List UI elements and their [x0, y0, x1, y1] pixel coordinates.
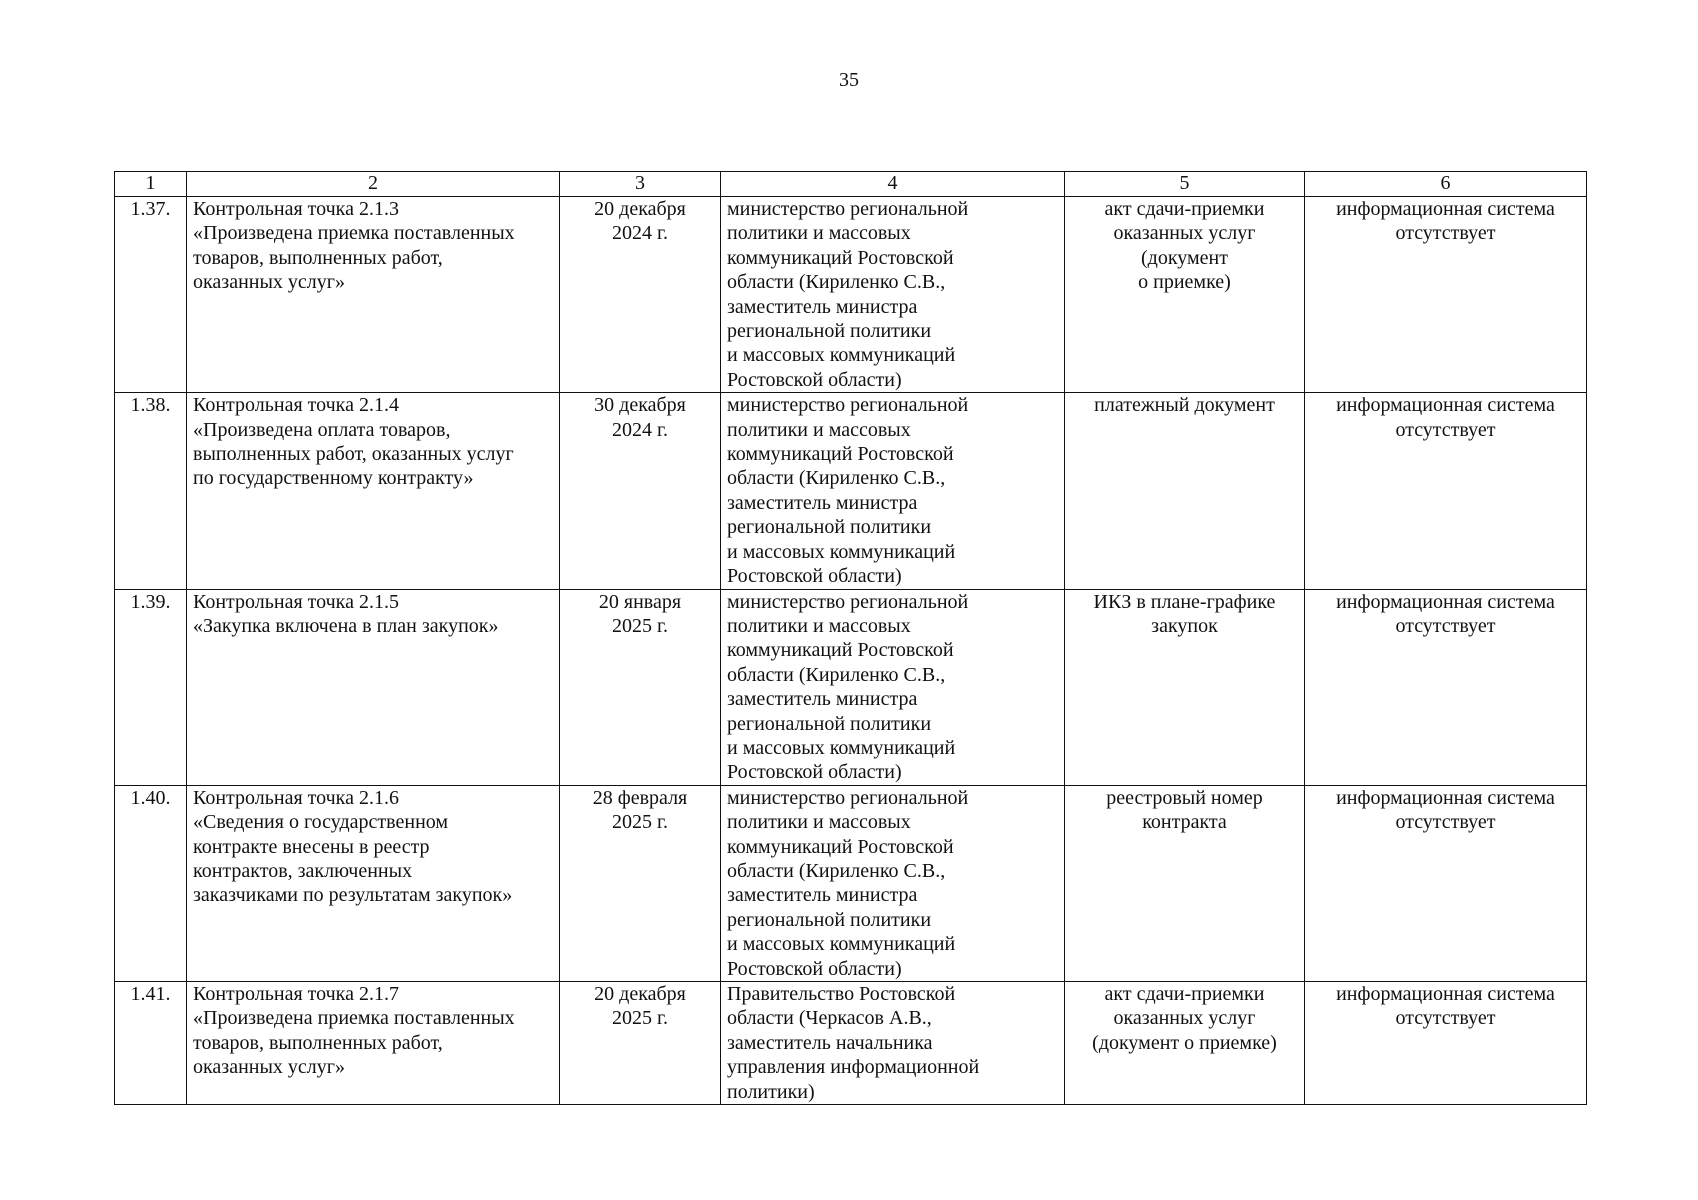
- responsible-cell: [721, 393, 1065, 589]
- responsible-text: министерство региональной политики и массовых коммуникаций Ростовской области (Кириленко С.В., заместитель министра региональной политики и массовых коммуникаций Ростовской области): [727, 198, 969, 391]
- table-row: [115, 393, 1587, 589]
- row-number-cell: 1.40.: [115, 785, 187, 981]
- deadline-cell: [560, 197, 721, 393]
- control-points-table: [114, 171, 1587, 1105]
- control-point-cell: [187, 785, 560, 981]
- control-point-text: Контрольная точка 2.1.4 «Произведена оплата товаров, выполненных работ, оказанных услуг по государственному контракту»: [193, 394, 514, 490]
- info-system-text: информационная система отсутствует: [1336, 394, 1555, 441]
- page-number: 35: [839, 69, 859, 91]
- deadline-cell: [560, 589, 721, 785]
- control-point-cell: [187, 982, 560, 1105]
- table-header-row: [115, 172, 1587, 197]
- control-point-cell: [187, 589, 560, 785]
- responsible-cell: [721, 982, 1065, 1105]
- control-point-cell: [187, 197, 560, 393]
- deadline-cell: [560, 393, 721, 589]
- row-number-cell: 1.41.: [115, 982, 187, 1105]
- table-row: [115, 982, 1587, 1105]
- info-system-text: информационная система отсутствует: [1336, 983, 1555, 1030]
- deadline-text: 20 января 2025 г.: [598, 590, 682, 637]
- table-row: [115, 785, 1587, 981]
- deadline-text: 30 декабря 2024 г.: [594, 394, 686, 441]
- column-number-1: 1: [115, 172, 187, 197]
- deadline-cell: [560, 982, 721, 1105]
- table-row: [115, 589, 1587, 785]
- control-point-text: Контрольная точка 2.1.5 «Закупка включена в план закупок»: [193, 590, 499, 637]
- document-cell: [1065, 982, 1305, 1105]
- document-text: платежный документ: [1094, 394, 1275, 417]
- info-system-cell: [1305, 393, 1587, 589]
- document-text: акт сдачи-приемки оказанных услуг (документ о приемке): [1092, 983, 1277, 1054]
- document-text: акт сдачи-приемки оказанных услуг (документ о приемке): [1104, 198, 1265, 294]
- document-text: реестровый номер контракта: [1106, 786, 1263, 834]
- document-text: ИКЗ в плане-графике закупок: [1093, 590, 1276, 637]
- deadline-text: 28 февраля 2025 г.: [592, 786, 688, 834]
- responsible-text: министерство региональной политики и массовых коммуникаций Ростовской области (Кириленко С.В., заместитель министра региональной политики и массовых коммуникаций Ростовской области): [727, 786, 969, 980]
- info-system-text: информационная система отсутствует: [1336, 590, 1555, 637]
- control-point-text: Контрольная точка 2.1.6 «Сведения о государственном контракте внесены в реестр контрактов, заключенных заказчиками по результатам закупок»: [193, 786, 513, 907]
- responsible-cell: [721, 589, 1065, 785]
- info-system-cell: [1305, 982, 1587, 1105]
- row-number-cell: 1.38.: [115, 393, 187, 589]
- control-point-text: Контрольная точка 2.1.7 «Произведена приемка поставленных товаров, выполненных работ, оказанных услуг»: [193, 983, 515, 1079]
- document-cell: [1065, 393, 1305, 589]
- info-system-cell: [1305, 785, 1587, 981]
- responsible-text: министерство региональной политики и массовых коммуникаций Ростовской области (Кириленко С.В., заместитель министра региональной политики и массовых коммуникаций Ростовской области): [727, 590, 969, 784]
- column-number-6: 6: [1305, 172, 1587, 197]
- info-system-text: информационная система отсутствует: [1336, 198, 1555, 245]
- row-number-cell: 1.37.: [115, 197, 187, 393]
- document-cell: [1065, 197, 1305, 393]
- control-point-cell: [187, 393, 560, 589]
- responsible-cell: [721, 197, 1065, 393]
- document-cell: [1065, 785, 1305, 981]
- column-number-3: 3: [560, 172, 721, 197]
- responsible-text: Правительство Ростовской области (Черкасов А.В., заместитель начальника управления информационной политики): [727, 983, 980, 1103]
- info-system-cell: [1305, 589, 1587, 785]
- document-cell: [1065, 589, 1305, 785]
- deadline-cell: [560, 785, 721, 981]
- responsible-text: министерство региональной политики и массовых коммуникаций Ростовской области (Кириленко С.В., заместитель министра региональной политики и массовых коммуникаций Ростовской области): [727, 394, 969, 588]
- column-number-2: 2: [187, 172, 560, 197]
- deadline-text: 20 декабря 2024 г.: [594, 198, 686, 245]
- info-system-text: информационная система отсутствует: [1336, 786, 1555, 834]
- column-number-5: 5: [1065, 172, 1305, 197]
- info-system-cell: [1305, 197, 1587, 393]
- responsible-cell: [721, 785, 1065, 981]
- table-row: [115, 197, 1587, 393]
- deadline-text: 20 декабря 2025 г.: [594, 983, 686, 1030]
- row-number-cell: 1.39.: [115, 589, 187, 785]
- column-number-4: 4: [721, 172, 1065, 197]
- control-point-text: Контрольная точка 2.1.3 «Произведена приемка поставленных товаров, выполненных работ, оказанных услуг»: [193, 198, 515, 294]
